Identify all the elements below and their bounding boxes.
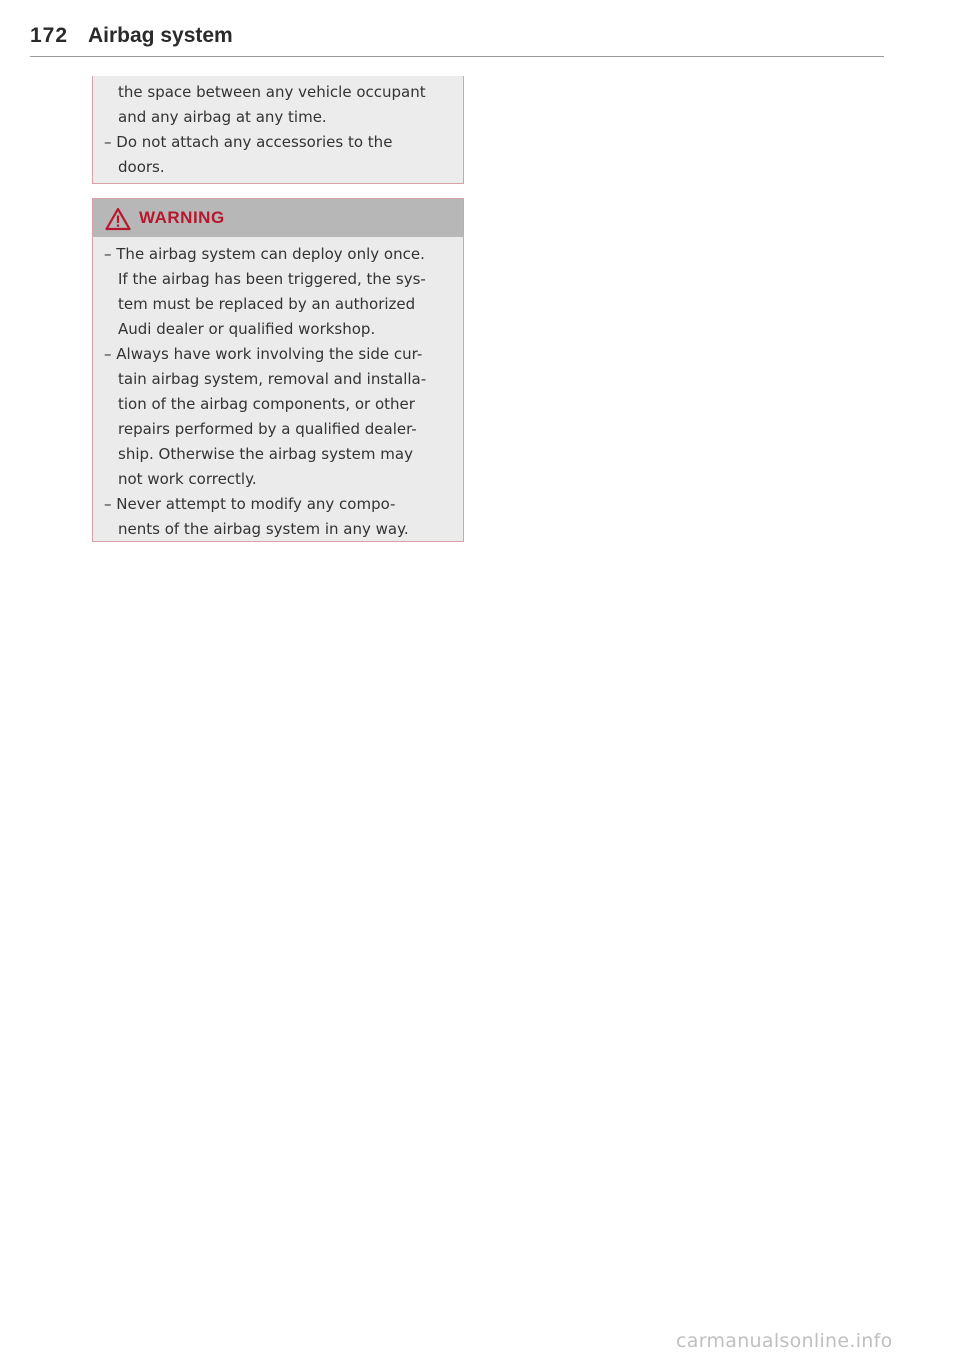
note-box: [92, 76, 464, 184]
note-line: – Do not attach any accessories to the: [104, 133, 393, 151]
warning-line: – Always have work involving the side cur-: [104, 345, 423, 363]
warning-line: If the airbag has been triggered, the sys-: [118, 270, 426, 288]
page-number: 172: [30, 24, 69, 47]
note-line: and any airbag at any time.: [118, 108, 327, 126]
warning-line: – The airbag system can deploy only once.: [104, 245, 425, 263]
warning-line: tain airbag system, removal and installa-: [118, 370, 427, 388]
note-line: the space between any vehicle occupant: [118, 83, 426, 101]
warning-line: ship. Otherwise the airbag system may: [118, 445, 413, 463]
warning-line: repairs performed by a qualified dealer-: [118, 420, 417, 438]
warning-line: not work correctly.: [118, 470, 257, 488]
warning-box: [92, 198, 464, 542]
warning-line: tion of the airbag components, or other: [118, 395, 415, 413]
watermark: carmanualsonline.info: [676, 1330, 893, 1352]
warning-triangle-icon: [105, 207, 131, 231]
warning-line: nents of the airbag system in any way.: [118, 520, 409, 538]
warning-line: – Never attempt to modify any compo-: [104, 495, 396, 513]
warning-line: tem must be replaced by an authorized: [118, 295, 416, 313]
warning-line: Audi dealer or qualified workshop.: [118, 320, 376, 338]
warning-header: [93, 199, 463, 237]
page-header: [30, 22, 884, 57]
section-title: Airbag system: [88, 24, 233, 47]
note-line: doors.: [118, 158, 165, 176]
warning-title: WARNING: [139, 208, 225, 227]
